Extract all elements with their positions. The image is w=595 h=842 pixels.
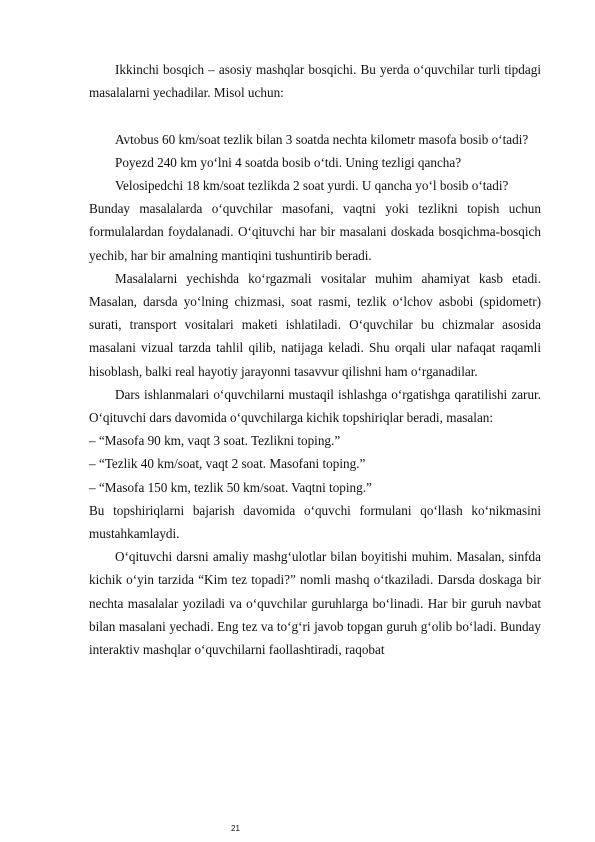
- paragraph-visual-aids: Masalalarni yechishda ko‘rgazmali vositalar muhim ahamiyat kasb etadi. Masalan, darsda yo‘lning chizmasi, soat rasmi, tezlik o‘lchov asbobi (spidometr) surati, transport vositalari maketi ishlatiladi. O‘quvchilar bu chizmalar asosida masalani vizual tarzda tahlil qilib, natijaga keladi. Shu orqali ular nafaqat raqamli hisoblash, balki real hayotiy jarayonni tasavvur qilishni ham o‘rganadilar.: [89, 270, 541, 379]
- paragraph-stage-two: Ikkinchi bosqich – asosiy mashqlar bosqichi. Bu yerda o‘quvchilar turli tipdagi masalalarni yechadilar. Misol uchun:: [89, 62, 541, 101]
- example-cyclist: Velosipedchi 18 km/soat tezlikda 2 soat yurdi. U qancha yo‘l bosib o‘tadi?: [115, 178, 509, 193]
- task-speed: – “Masofa 90 km, vaqt 3 soat. Tezlikni toping.”: [89, 433, 341, 449]
- paragraph-independent-work: Dars ishlanmalari o‘quvchilarni mustaqil ishlashga o‘rgatishga qaratilishi zarur. O‘qituvchi dars davomida o‘quvchilarga kichik topshiriqlar beradi, masalan:: [89, 386, 541, 426]
- example-train: Poyezd 240 km yo‘lni 4 soatda bosib o‘tdi. Uning tezligi qancha?: [115, 154, 462, 170]
- paragraph-formulas: Bunday masalalarda o‘quvchilar masofani, vaqtni yoki tezlikni topish uchun formulalardan foydalanadi. O‘qituvchi har bir masalani doskada bosqichma-bosqich yechib, har bir amalning mantiqini tushuntirib beradi.: [89, 201, 541, 263]
- task-distance: – “Tezlik 40 km/soat, vaqt 2 soat. Masofani toping.”: [89, 456, 366, 472]
- page-body: [89, 58, 541, 661]
- paragraph-skill: Bu topshiriqlarni bajarish davomida o‘quvchi formulani qo‘llash ko‘nikmasini mustahkamlaydi.: [89, 502, 541, 542]
- task-time: – “Masofa 150 km, tezlik 50 km/soat. Vaqtni toping.”: [89, 479, 372, 495]
- blank-line: [89, 104, 541, 127]
- paragraph-practical: O‘qituvchi darsni amaliy mashg‘ulotlar bilan boyitishi muhim. Masalan, sinfda kichik o‘yin tarzida “Kim tez topadi?” nomli mashq o‘tkaziladi. Darsda doskaga bir nechta masalalar yoziladi va o‘quvchilar guruhlarga bo‘linadi. Har bir guruh navbat bilan masalani yechadi. Eng tez va to‘g‘ri javob topgan guruh g‘olib bo‘ladi. Bunday interaktiv mashqlar o‘quvchilarni faollashtiradi, raqobat: [89, 549, 541, 658]
- example-bus: Avtobus 60 km/soat tezlik bilan 3 soatda nechta kilometr masofa bosib o‘tadi?: [115, 131, 529, 147]
- page-number: 21: [231, 824, 240, 833]
